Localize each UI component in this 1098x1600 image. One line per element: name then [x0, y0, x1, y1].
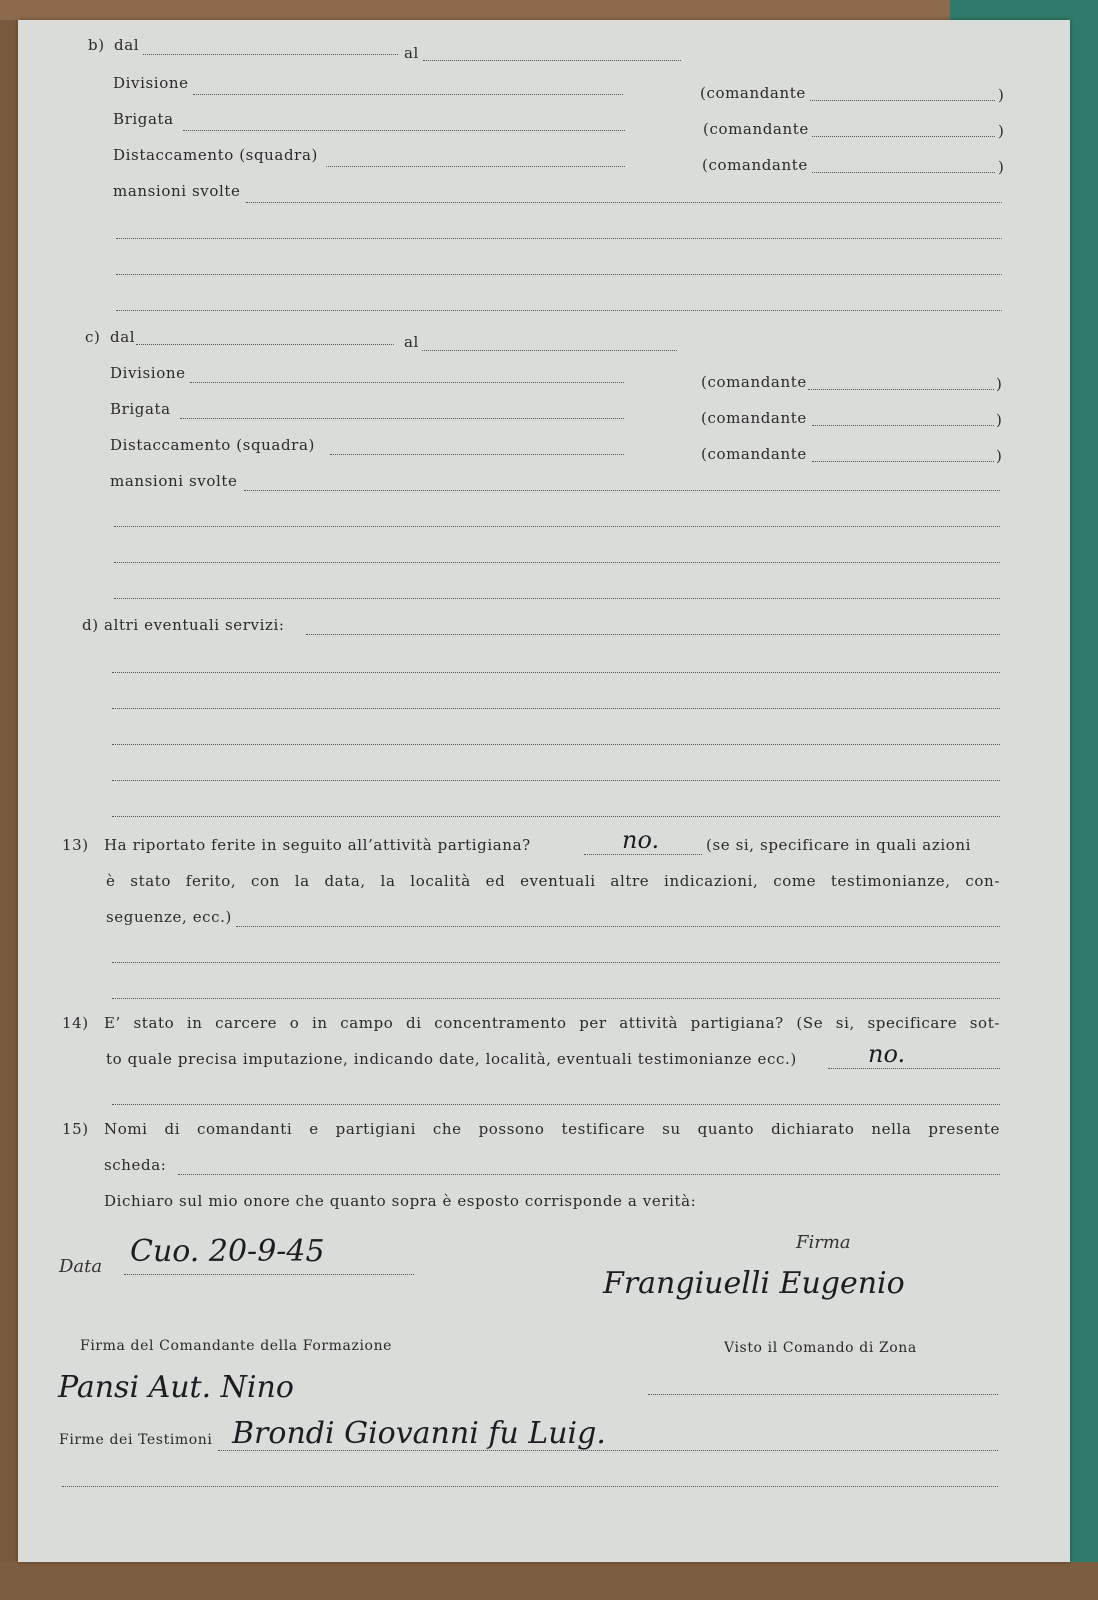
- section-b-divisione-field[interactable]: [193, 94, 623, 95]
- section-c-brigata-field[interactable]: [180, 418, 624, 419]
- section-b-brigata-field[interactable]: [183, 130, 625, 131]
- date-label: Data: [59, 1256, 103, 1277]
- section-c-distaccamento-field[interactable]: [330, 454, 624, 455]
- section-b-brigata-label: Brigata: [113, 110, 174, 128]
- desk-background-bottom: [0, 1562, 1098, 1600]
- section-b-distaccamento-label: Distaccamento (squadra): [113, 146, 318, 164]
- section-b-dal-label: dal: [114, 36, 140, 54]
- section-d-line-2[interactable]: [112, 672, 1000, 673]
- q13-answer-handwritten: no.: [622, 826, 660, 854]
- q13-answer-field[interactable]: [584, 854, 702, 855]
- section-c-distaccamento-label: Distaccamento (squadra): [110, 436, 315, 454]
- declaration-text: Dichiaro sul mio onore che quanto sopra è esposto corrisponde a verità:: [104, 1192, 697, 1210]
- q14-question-line-1: E’ stato in carcere o in campo di concentramento per attività partigiana? (Se si, specificare sot-: [104, 1014, 1000, 1032]
- section-b-distaccamento-close-paren: ): [998, 158, 1005, 176]
- section-c-brigata-comandante-label: (comandante: [701, 409, 807, 427]
- visto-comando-label: Visto il Comando di Zona: [724, 1340, 917, 1356]
- date-handwritten: Cuo. 20-9-45: [130, 1234, 325, 1269]
- section-d-line-6[interactable]: [112, 816, 1000, 817]
- section-c-brigata-label: Brigata: [110, 400, 171, 418]
- section-b-mansioni-line-2[interactable]: [116, 238, 1002, 239]
- section-c-divisione-comandante-label: (comandante: [701, 373, 807, 391]
- section-c-brigata-close-paren: ): [996, 411, 1003, 429]
- section-c-mansioni-line-1[interactable]: [244, 490, 1000, 491]
- firma-signature: Frangiuelli Eugenio: [603, 1266, 905, 1301]
- section-b-mansioni-line-1[interactable]: [246, 202, 1002, 203]
- desk-background-top: [0, 0, 1098, 20]
- visto-comando-field[interactable]: [648, 1394, 998, 1395]
- comandante-formazione-label: Firma del Comandante della Formazione: [80, 1338, 393, 1354]
- testimoni-label: Firme dei Testimoni: [59, 1432, 213, 1448]
- section-c-divisione-field[interactable]: [190, 382, 624, 383]
- testimoni-signature: Brondi Giovanni fu Luig.: [232, 1416, 606, 1451]
- section-b-divisione-comandante-field[interactable]: [810, 100, 995, 101]
- q15-answer-field[interactable]: [178, 1174, 1000, 1175]
- section-c-mansioni-line-3[interactable]: [114, 562, 1000, 563]
- section-c-prefix: c): [85, 328, 101, 346]
- q14-question-line-2: to quale precisa imputazione, indicando date, località, eventuali testimonianze ecc.): [106, 1050, 797, 1068]
- section-c-distaccamento-close-paren: ): [996, 447, 1003, 465]
- q13-number: 13): [62, 836, 89, 854]
- q13-question-line-1-cont: (se si, specificare in quali azioni: [706, 836, 972, 854]
- q15-question-line-1: Nomi di comandanti e partigiani che possono testificare su quanto dichiarato nella presente: [104, 1120, 1000, 1138]
- section-b-dal-field[interactable]: [143, 54, 398, 55]
- section-b-distaccamento-comandante-field[interactable]: [812, 172, 995, 173]
- testimoni-line-2[interactable]: [62, 1486, 998, 1487]
- section-d-label: d) altri eventuali servizi:: [82, 616, 285, 634]
- section-d-line-5[interactable]: [112, 780, 1000, 781]
- q14-answer-handwritten: no.: [868, 1040, 906, 1068]
- section-b-al-field[interactable]: [423, 60, 681, 61]
- section-c-mansioni-line-2[interactable]: [114, 526, 1000, 527]
- section-b-distaccamento-field[interactable]: [326, 166, 625, 167]
- section-c-distaccamento-comandante-label: (comandante: [701, 445, 807, 463]
- section-c-al-label: al: [404, 333, 419, 351]
- section-b-brigata-close-paren: ): [998, 122, 1005, 140]
- comandante-formazione-signature: Pansi Aut. Nino: [58, 1370, 294, 1405]
- section-c-al-field[interactable]: [422, 350, 677, 351]
- section-b-divisione-close-paren: ): [998, 86, 1005, 104]
- section-b-divisione-label: Divisione: [113, 74, 189, 92]
- q13-question-line-1: Ha riportato ferite in seguito all’attività partigiana?: [104, 836, 531, 854]
- section-d-line-3[interactable]: [112, 708, 1000, 709]
- q13-question-line-3: seguenze, ecc.): [106, 908, 232, 926]
- section-b-brigata-comandante-field[interactable]: [812, 136, 995, 137]
- q14-number: 14): [62, 1014, 89, 1032]
- section-b-mansioni-line-3[interactable]: [116, 274, 1002, 275]
- q15-number: 15): [62, 1120, 89, 1138]
- section-b-prefix: b): [88, 36, 105, 54]
- section-b-distaccamento-comandante-label: (comandante: [702, 156, 808, 174]
- section-c-dal-field[interactable]: [136, 344, 394, 345]
- section-c-brigata-comandante-field[interactable]: [812, 425, 994, 426]
- q13-detail-line-3[interactable]: [112, 998, 1000, 999]
- section-b-al-label: al: [404, 44, 419, 62]
- section-c-divisione-close-paren: ): [996, 375, 1003, 393]
- section-b-mansioni-label: mansioni svolte: [113, 182, 241, 200]
- section-c-mansioni-label: mansioni svolte: [110, 472, 238, 490]
- q13-question-line-2: è stato ferito, con la data, la località ed eventuali altre indicazioni, come testimonianze, con-: [106, 872, 1000, 890]
- section-c-mansioni-line-4[interactable]: [114, 598, 1000, 599]
- q14-answer-field[interactable]: [828, 1068, 1000, 1069]
- q13-detail-line-1[interactable]: [236, 926, 1000, 927]
- section-c-dal-label: dal: [110, 328, 136, 346]
- section-b-brigata-comandante-label: (comandante: [703, 120, 809, 138]
- form-page: [18, 20, 1070, 1562]
- testimoni-line-1[interactable]: [218, 1450, 998, 1451]
- section-c-divisione-comandante-field[interactable]: [808, 389, 994, 390]
- section-b-mansioni-line-4[interactable]: [116, 310, 1002, 311]
- q13-detail-line-2[interactable]: [112, 962, 1000, 963]
- section-d-line-1[interactable]: [306, 634, 1000, 635]
- q14-detail-line[interactable]: [112, 1104, 1000, 1105]
- q15-question-line-2: scheda:: [104, 1156, 167, 1174]
- date-field[interactable]: [124, 1274, 414, 1275]
- firma-label: Firma: [796, 1232, 851, 1253]
- section-b-divisione-comandante-label: (comandante: [700, 84, 806, 102]
- section-d-line-4[interactable]: [112, 744, 1000, 745]
- section-c-divisione-label: Divisione: [110, 364, 186, 382]
- section-c-distaccamento-comandante-field[interactable]: [812, 461, 994, 462]
